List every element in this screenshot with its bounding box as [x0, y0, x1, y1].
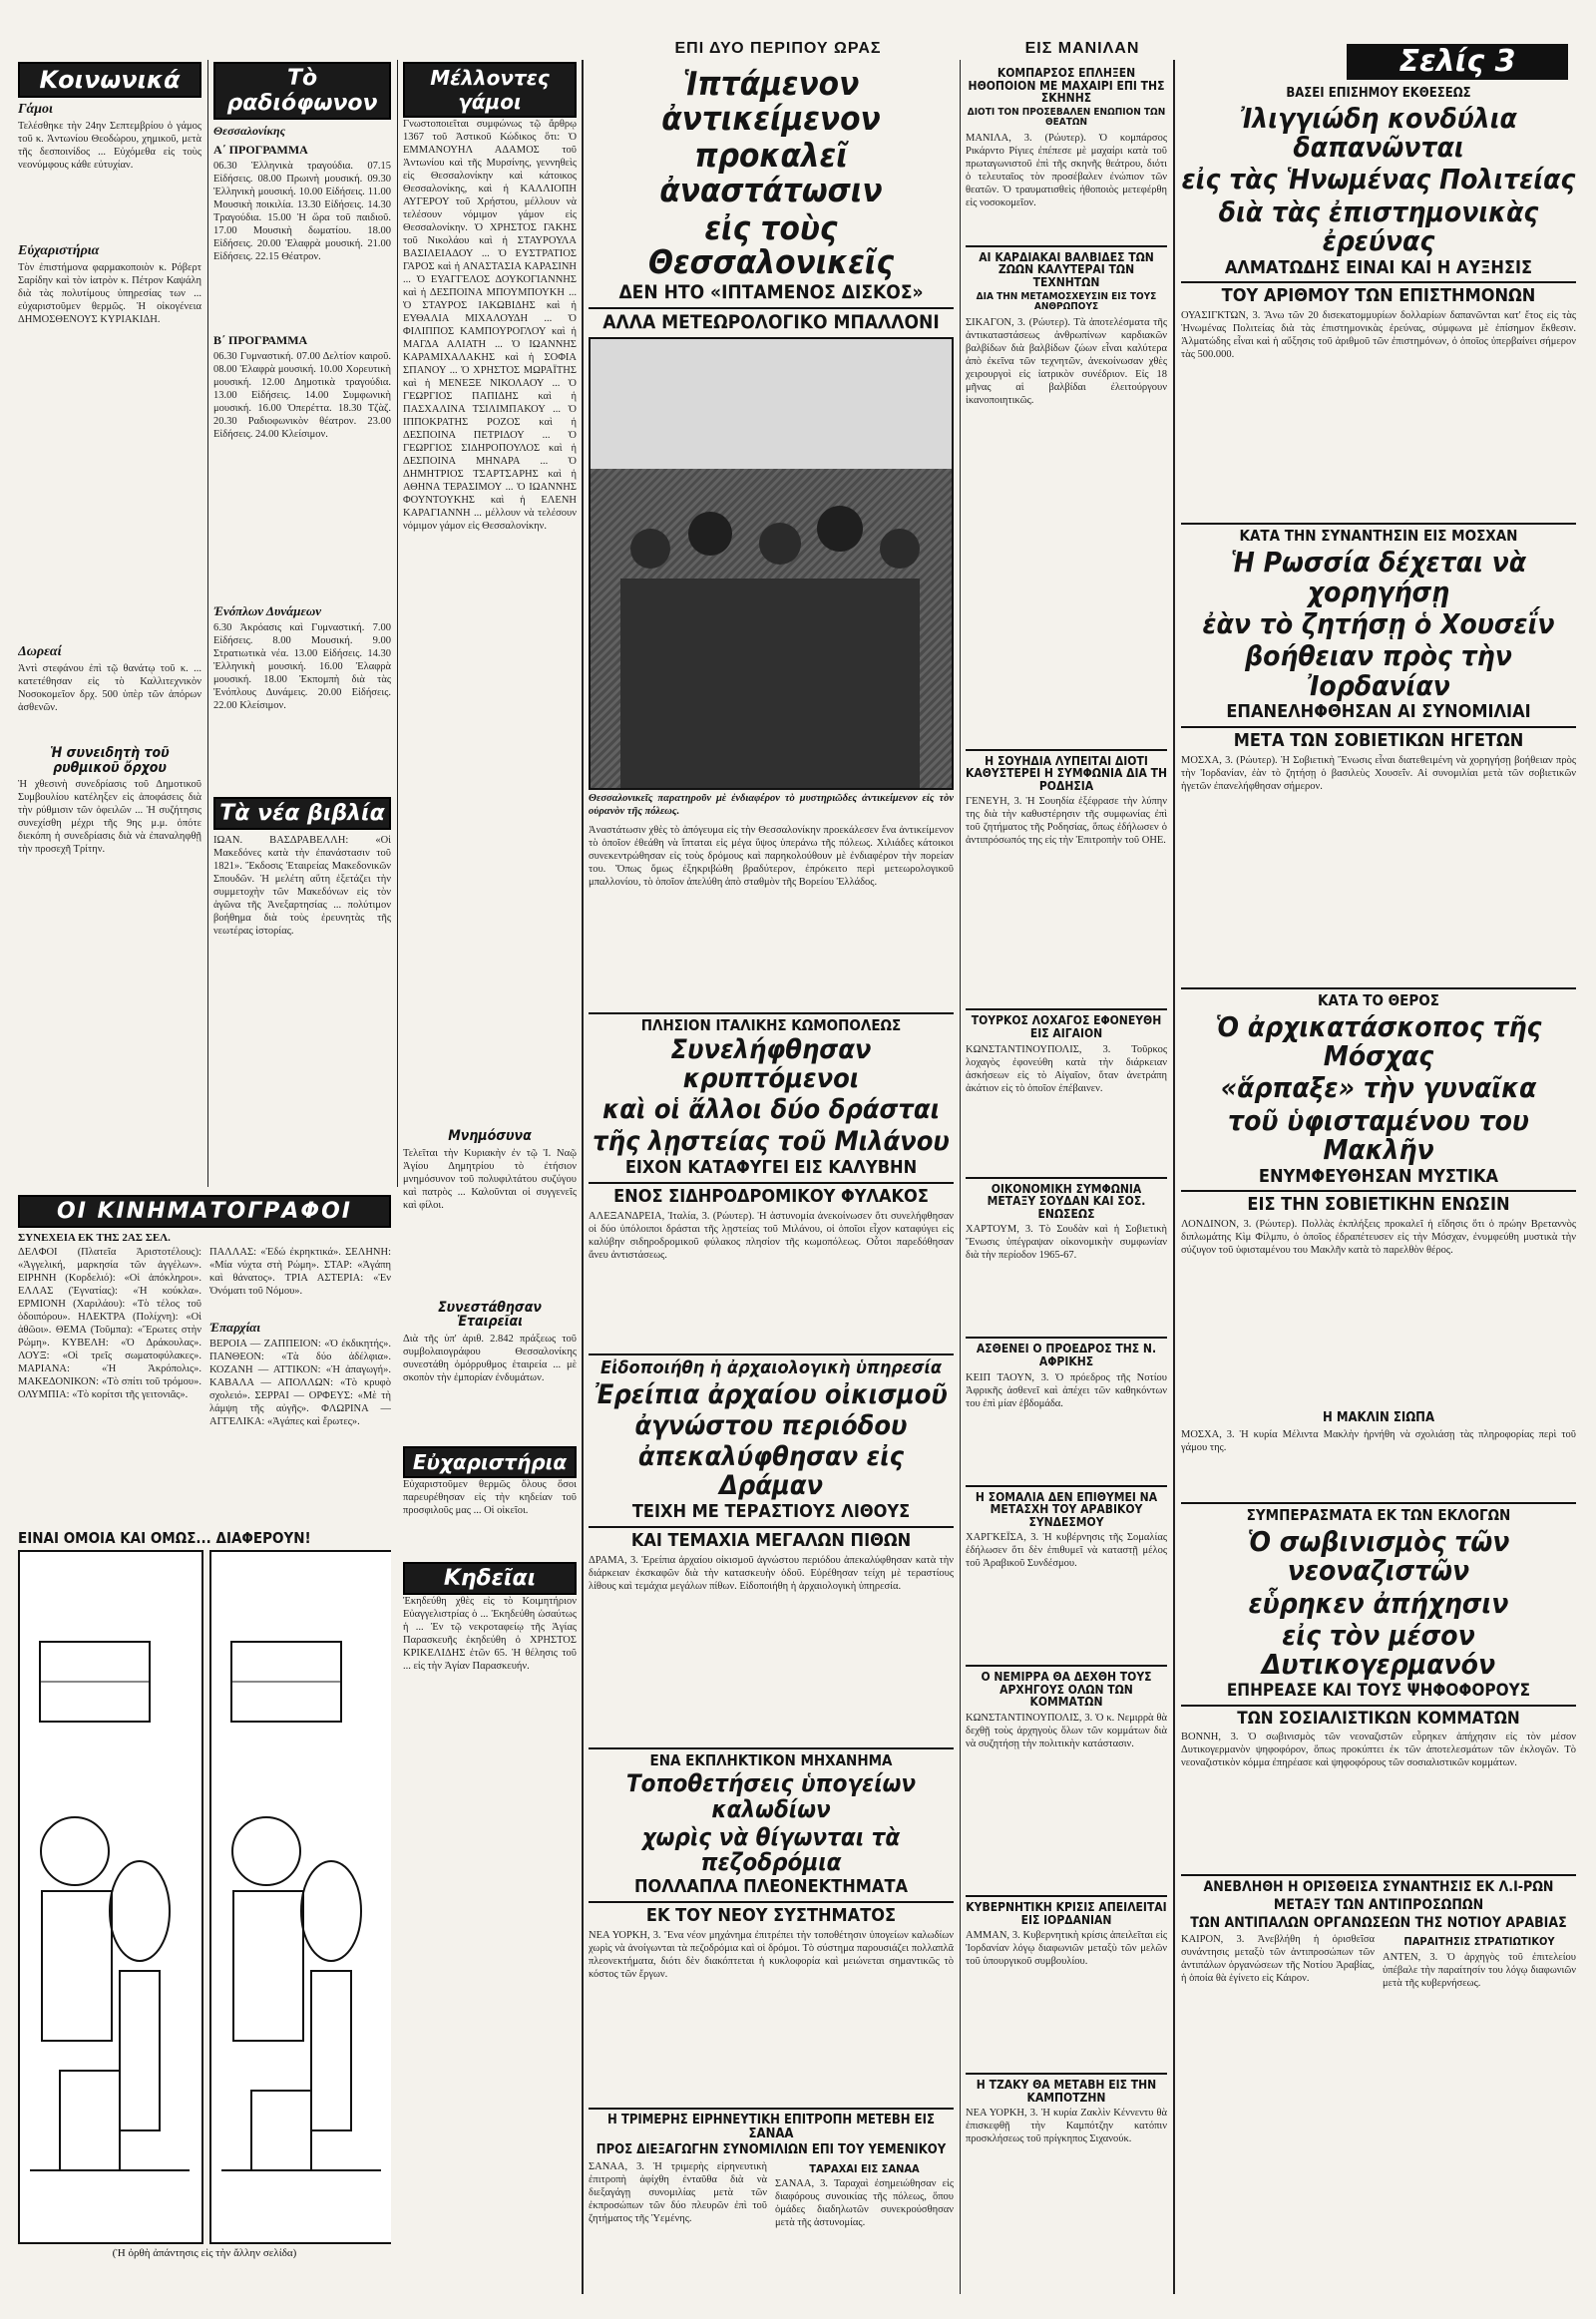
cartoon-panel-right — [209, 1550, 391, 2244]
society-column — [18, 62, 201, 1189]
science-headline-line2: εἰς τὰς Ἡνωμένας Πολιτείας — [1181, 163, 1576, 196]
ufo-article-text: Ἀναστάτωσιν χθὲς τὸ ἀπόγευμα εἰς τὴν Θεσσαλονίκην προεκάλεσεν ἕνα ἀντικείμενον τὸ ὁποῖον ἐθεάθη νὰ ἵπταται εἰς μέγα ὕψος ὑπεράνω τῆς πόλεως. Χιλιάδες κάτοικοι συνεκεντρώθησαν εἰς τοὺς δρόμους καὶ παρηκολούθουν μὲ ἐνδιαφέρον τὴν πορείαν του. Ὅπως ὅμως ἐξηκριβώθη βραδύτερον, ἐπρόκειτο περὶ μετεωρολογικοῦ μπαλλονίου, τὸ ὁποῖον ἀπελύθη ἀπὸ σταθμὸν τῆς Βορείου Ἑλλάδος. — [589, 824, 954, 888]
neonazi-article-text: ΒΟΝΝΗ, 3. Ὁ σωβινισμὸς τῶν νεοναζιστῶν εὗρηκεν ἀπήχησιν εἰς τὸν μέσον Δυτικογερμανὸν ψηφοφόρον, ὅπως προκύπτει ἐκ τῶν ἀποτελεσμάτων τῶν ἐκλογῶν. Τὸ νεοναζιστικὸν κόμμα ἐπηρέασε καὶ ψηφοφόρους τῶν σοσιαλιστικῶν κομμάτων. — [1181, 1732, 1576, 1769]
spy-headline-line1: Ὁ ἀρχικατάσκοπος τῆς Μόσχας — [1215, 1009, 1542, 1072]
column-rule — [1173, 60, 1175, 2294]
neonazi-deck-line1: ΕΠΗΡΕΑΣΕ ΚΑΙ ΤΟΥΣ ΨΗΦΟΦΟΡΟΥΣ — [1226, 1680, 1531, 1701]
crowd-photo — [589, 337, 954, 790]
turkish-captain-headline: ΤΟΥΡΚΟΣ ΛΟΧΑΓΟΣ ΕΦΟΝΕΥΘΗ ΕΙΣ ΑΙΓΑΙΟΝ — [971, 1013, 1162, 1040]
program-b-title: Β΄ ΠΡΟΓΡΑΜΜΑ — [213, 333, 308, 347]
cable-article-text: ΝΕΑ ΥΟΡΚΗ, 3. Ἕνα νέον μηχάνημα ἐπιτρέπει τὴν τοποθέτησιν ὑπογείων καλωδίων χωρὶς νὰ ἀνοίγωνται τὰ πεζοδρόμια καὶ οἱ δρόμοι. Τὸ σύστημα παρουσιάζει πολλαπλᾶ πλεονεκτήματα, διότι δὲν διακόπτεται ἡ κυκλοφορία καὶ μειώνεται σημαντικῶς τὸ κόστος τῶν ἔργων. — [589, 1929, 954, 1980]
cinema-more-listings: ΠΑΛΛΑΣ: «Ἐδώ ἐκρηκτικά». ΣΕΛΗΝΗ: «Μία νύχτα στὴ Ρώμη». ΣΤΑΡ: «Ἀγάπη καὶ θάνατος». ΤΡΙΑ ΑΣΤΕΡΙΑ: «Ἐν Ὀνόματι τοῦ Νόμου». — [209, 1247, 391, 1297]
program-a-title: Α΄ ΠΡΟΓΡΑΜΜΑ — [213, 143, 308, 157]
thanks-title: Εὐχαριστήρια — [18, 243, 100, 258]
column-rule — [397, 60, 398, 1187]
maclean-silent-text: ΜΟΣΧΑ, 3. Ἡ κυρία Μέλιντα Μακλὴν ἠρνήθη νὰ σχολιάσῃ τὰς πληροφορίας περὶ τοῦ γάμου της. — [1181, 1428, 1576, 1453]
drama-headline-line2: ἀγνώστου περιόδου — [634, 1409, 908, 1441]
cartoon-panel-left — [18, 1550, 203, 2244]
drama-deck-line1: ΤΕΙΧΗ ΜΕ ΤΕΡΑΣΤΙΟΥΣ ΛΙΘΟΥΣ — [631, 1500, 911, 1522]
drama-headline-line1: Ἐρείπια ἀρχαίου οἰκισμοῦ — [595, 1378, 948, 1410]
companies-title: Συνεστάθησαν Ἑταιρεῖαι — [438, 1299, 542, 1331]
crowd-photo-drawing — [591, 339, 952, 788]
cartoon-drawing-left — [20, 1552, 201, 2242]
milan-headline-line1: Συνελήφθησαν κρυπτόμενοι — [670, 1034, 872, 1094]
radio-column — [213, 62, 391, 1189]
neonazi-headline-line3: εἰς τὸν μέσον Δυτικογερμανόν — [1261, 1618, 1496, 1682]
jordan-aid-deck-line1: ΕΠΑΝΕΛΗΦΘΗΣΑΝ ΑΙ ΣΥΝΟΜΙΛΙΑΙ — [1226, 701, 1531, 723]
jordan-crisis-headline: ΚΥΒΕΡΝΗΤΙΚΗ ΚΡΙΣΙΣ ΑΠΕΙΛΕΙΤΑΙ ΕΙΣ ΙΟΡΔΑΝΙΑΝ — [966, 1900, 1167, 1927]
armed-forces-text: 6.30 Ἀκρόασις καὶ Γυμναστική. 7.00 Εἰδήσεις. 8.00 Μουσική. 9.00 Στρατιωτικὰ νέα. 13.00 Εἰδήσεις. 14.30 Ἑλληνικὴ μουσική. 16.00 Ἐλαφρὰ μουσική. 18.00 Ἐκπομπὴ διὰ τὰς Ἐνόπλους Δυνάμεις. 20.00 Εἰδήσεις. 22.00 Κλείσιμον. — [213, 622, 391, 711]
heart-valves-text: ΣΙΚΑΓΟΝ, 3. (Ρώυτερ). Τὰ ἀποτελέσματα τῆς ἀντικαταστάσεως ἀνθρωπίνων καρδιακῶν βαλβίδων διὰ βαλβίδων ζώων εἶναι καλύτερα ἀπὸ ἐκεῖνα τῶν τεχνητῶν, ἀνεκοίνωσαν χθὲς χειρουργοὶ εἰς ἰατρικὸν συνέδριον. Εἰς 18 μῆνας αἱ βαλβίδαι ἐλειτούργουν ἱκανοποιητικῶς. — [966, 316, 1167, 406]
science-article-text: ΟΥΑΣΙΓΚΤΩΝ, 3. Ἄνω τῶν 20 δισεκατομμυρίων δολλαρίων δαπανῶνται κατ' ἔτος εἰς τὰς Ἡνωμένας Πολιτείας διὰ τὰς ἐπιστημονικὰς ἐρεύνας, σύμφωνα μὲ ἐπίσημον ἔκθεσιν. Ἀλματώδης εἶναι καὶ ἡ αὔξησις τοῦ ἀριθμοῦ τῶν ἐπιστημόνων, ὁ ὁποῖος ὑπερβαίνει σήμερον τὰς 500.000. — [1181, 310, 1576, 361]
ufo-headline-line3: εἰς τοὺς Θεσσαλονικεῖς — [647, 207, 895, 282]
right-column — [1181, 84, 1576, 2294]
science-deck-line1: ΑΛΜΑΤΩΔΗΣ ΕΙΝΑΙ ΚΑΙ Η ΑΥΞΗΣΙΣ — [1224, 256, 1533, 278]
jordan-aid-headline-line3: βοήθειαν πρὸς τὴν Ἰορδανίαν — [1245, 639, 1512, 702]
safrica-president-text: ΚΕΙΠ ΤΑΟΥΝ, 3. Ὁ πρόεδρος τῆς Νοτίου Ἀφρικῆς ἀσθενεῖ καὶ ἀπέχει τῶν καθηκόντων του ἐπὶ μίαν ἑβδομάδα. — [966, 1371, 1167, 1409]
weddings-title: Γάμοι — [18, 102, 53, 117]
sudan-ussr-text: ΧΑΡΤΟΥΜ, 3. Τὸ Σουδὰν καὶ ἡ Σοβιετικὴ Ἕνωσις ὑπέγραψαν οἰκονομικὴν συμφωνίαν διὰ τὴν περίοδον 1965-67. — [966, 1224, 1167, 1262]
sweden-headline: Η ΣΟΥΗΔΙΑ ΛΥΠΕΙΤΑΙ ΔΙΟΤΙ ΚΑΘΥΣΤΕΡΕΙ Η ΣΥΜΦΩΝΙΑ ΔΙΑ ΤΗ ΡΟΔΗΣΙΑ — [966, 753, 1167, 793]
resignation-text: ΑΝΤΕΝ, 3. Ὁ ἀρχηγὸς τοῦ ἐπιτελείου ὑπέβαλε τὴν παραίτησίν του λόγῳ διαφωνιῶν μετὰ τῆς κυβερνήσεως. — [1383, 1951, 1576, 1989]
cable-deck-line1: ΠΟΛΛΑΠΛΑ ΠΛΕΟΝΕΚΤΗΜΑΤΑ — [633, 1876, 909, 1898]
ufo-deck-line2: ΑΛΛΑ ΜΕΤΕΩΡΟΛΟΓΙΚΟ ΜΠΑΛΛΟΝΙ — [602, 310, 940, 333]
cable-headline-line1: Τοποθετήσεις ὑπογείων καλωδίων — [625, 1769, 917, 1823]
cable-label: ΕΝΑ ΕΚΠΛΗΚΤΙΚΟΝ ΜΗΧΑΝΗΜΑ — [649, 1750, 893, 1769]
sweden-text: ΓΕΝΕΥΗ, 3. Ἡ Σουηδία ἐξέφρασε τὴν λύπην της διὰ τὴν καθυστέρησιν τῆς συμφωνίας ἐπὶ τοῦ ζητήματος τῆς Ροδησίας, ὅπως ἐδήλωσεν ὁ ἀντιπρόσωπός της εἰς τὴν Ἐπιτροπὴν τοῦ ΟΗΕ. — [966, 796, 1167, 847]
announcements-column — [403, 62, 577, 2296]
nemirra-headline: Ο ΝΕΜΙΡΡΑ ΘΑ ΔΕΧΘΗ ΤΟΥΣ ΑΡΧΗΓΟΥΣ ΟΛΩΝ ΤΩΝ ΚΟΜΜΑΤΩΝ — [981, 1670, 1152, 1710]
spy-article-text: ΛΟΝΔΙΝΟΝ, 3. (Ρώυτερ). Πολλὰς ἐκπλήξεις προκαλεῖ ἡ εἴδησις ὅτι ὁ πρώην Βρεταννὸς διπλωμάτης Κὶμ Φίλμπυ, ὁ ὁποῖος ἐδραπέτευσεν εἰς τὴν Μόσχαν, ἐνυμφεύθη μυστικὰ τὴν σύζυγον τοῦ ὑφισταμένου του Μακλῆν κατὰ τὸ παρελθὸν θέρος. — [1181, 1219, 1576, 1257]
milan-label: ΠΛΗΣΙΟΝ ΙΤΑΛΙΚΗΣ ΚΩΜΟΠΟΛΕΩΣ — [640, 1015, 902, 1034]
provinces-text: ΒΕΡΟΙΑ — ΖΑΠΠΕΙΟΝ: «Ὁ ἐκδικητής». ΠΑΝΘΕΟΝ: «Τὰ δύο ἀδέλφια». ΚΟΖΑΝΗ — ΑΤΤΙΚΟΝ: «Ἡ ἀπαγωγή». ΚΑΒΑΛΑ — ΑΠΟΛΛΩΝ: «Τὸ κρυφὸ σχολειό». ΣΕΡΡΑΙ — ΟΡΦΕΥΣ: «Μὲ τὴ λάμψη τῆς αὐγῆς». ΦΛΩΡΙΝΑ — ΑΓΓΕΛΙΚΑ: «Ἀγάπες καὶ ἔρωτες». — [209, 1339, 391, 1427]
neonazi-headline-line2: εὗρηκεν ἀπήχησιν — [1248, 1586, 1509, 1620]
jordan-aid-deck-line2: ΜΕΤΑ ΤΩΝ ΣΟΒΙΕΤΙΚΩΝ ΗΓΕΤΩΝ — [1233, 729, 1524, 751]
upcoming-weddings-text: Γνωστοποιεῖται συμφώνως τῷ ἄρθρῳ 1367 τοῦ Ἀστικοῦ Κώδικος ὅτι: Ὁ ΕΜΜΑΝΟΥΗΛ ΑΔΑΜΟΣ τοῦ Ἀντωνίου καὶ τῆς Μυρσίνης, γεννηθεὶς εἰς Θεσσαλονίκην καὶ κάτοικος Θεσσαλονίκης, καὶ ἡ ΚΑΛΛΙΟΠΗ ΑΥΓΕΡΟΥ τοῦ Χρήστου, μέλλουν νὰ τελέσουν νόμιμον γάμον εἰς Θεσσαλονίκην. Ὁ ΧΡΗΣΤΟΣ ΓΑΚΗΣ τοῦ Νικολάου καὶ ἡ ΣΤΑΥΡΟΥΛΑ ΒΑΣΙΛΕΙΑΔΟΥ ... Ὁ ΕΥΣΤΡΑΤΙΟΣ ΓΑΡΟΣ καὶ ἡ ΑΝΑΣΤΑΣΙΑ ΚΑΡΑΣΙΝΗ ... Ὁ ΕΥΑΓΓΕΛΟΣ ΔΟΥΚΟΓΙΑΝΝΗΣ καὶ ἡ ΔΕΣΠΟΙΝΑ ΜΠΟΥΜΠΟΥΚΗ ... Ὁ ΣΤΑΥΡΟΣ ΙΑΚΩΒΙΔΗΣ καὶ ἡ ΕΥΘΑΛΙΑ ΜΙΧΑΛΟΥΔΗ ... Ὁ ΦΙΛΙΠΠΟΣ ΚΑΜΠΟΥΡΟΓΛΟΥ καὶ ἡ ΜΑΓΔΑ ΑΛΙΑΤΗ ... Ὁ ΙΩΑΝΝΗΣ ΚΑΡΑΜΙΧΑΛΑΚΗΣ καὶ ἡ ΣΟΦΙΑ ΣΠΑΝΟΥ ... Ὁ ΧΡΗΣΤΟΣ ΜΩΡΑΪΤΗΣ καὶ ἡ ΜΕΝΕΞΕ ΝΙΚΟΛΑΟΥ ... Ὁ ΓΕΩΡΓΙΟΣ ΠΑΠΙΔΗΣ καὶ ἡ ΠΑΣΧΑΛΙΝΑ ΤΣΙΛΙΜΠΑΚΟΥ ... Ὁ ΙΠΠΟΚΡΑΤΗΣ ΡΟΖΟΣ καὶ ἡ ΔΕΣΠΟΙΝΑ ΠΕΤΡΙΔΟΥ ... Ὁ ΓΕΩΡΓΙΟΣ ΣΙΔΗΡΟΠΟΥΛΟΣ καὶ ἡ ΔΕΣΠΟΙΝΑ ΜΗΝΑΡΑ ... Ὁ ΔΗΜΗΤΡΙΟΣ ΤΣΑΡΤΣΑΡΗΣ καὶ ἡ ΑΘΗΝΑ ΤΕΡΑΣΙΜΟΥ ... Ὁ ΙΩΑΝΝΗΣ ΦΟΥΝΤΟΥΚΗΣ καὶ ἡ ΕΛΕΝΗ ΚΑΡΑΓΙΑΝΝΗ ... μέλλουν νὰ τελέσουν νόμιμον γάμον εἰς Θεσσαλονίκην. — [403, 119, 577, 532]
milan-headline-line3: τῆς λῃστείας τοῦ Μιλάνου — [593, 1125, 950, 1157]
arabia-headline-line1: ΑΝΕΒΛΗΘΗ Η ΟΡΙΣΘΕΙΣΑ ΣΥΝΑΝΤΗΣΙΣ ΕΚ Λ.Ι-ΡΩΝ — [1203, 1879, 1554, 1896]
cinema-continuation: ΣΥΝΕΧΕΙΑ ΕΚ ΤΗΣ 2ΑΣ ΣΕΛ. — [18, 1232, 171, 1244]
program-b-text: 06.30 Γυμναστική. 07.00 Δελτίον καιροῦ. 08.00 Ἑλαφρὰ μουσική. 10.00 Χορευτικὴ μουσική. 12.00 Δημοτικὰ τραγούδια. 13.00 Εἰδήσεις. 14.00 Συμφωνικὴ μουσική. 16.00 Ὀπερέττα. 18.30 Τζὰζ. 20.30 Ραδιοφωνικὸν θέατρον. 23.00 Εἰδήσεις. 24.00 Κλείσιμον. — [213, 351, 391, 440]
yemen-headline-line1: Η ΤΡΙΜΕΡΗΣ ΕΙΡΗΝΕΥΤΙΚΗ ΕΠΙΤΡΟΠΗ ΜΕΤΕΒΗ ΕΙΣ ΣΑΝΑΑ — [607, 2112, 935, 2141]
summer-label: ΚΑΤΑ ΤΟ ΘΕΡΟΣ — [1318, 990, 1439, 1009]
jordan-aid-headline-line1: Ἡ Ρωσσία δέχεται νὰ χορηγήσῃ — [1230, 546, 1527, 608]
page-number-logo: Σελίς 3 — [1347, 44, 1568, 80]
crowd-photo-caption: Θεσσαλονικεῖς παρατηροῦν μὲ ἐνδιαφέρον τὸ μυστηριῶδες ἀντικείμενον εἰς τὸν οὐρανὸν τῆς πόλεως. — [589, 792, 954, 817]
drama-headline-line3: ἀπεκαλύφθησαν εἰς Δράμαν — [637, 1441, 905, 1501]
thanks-header: Εὐχαριστήρια — [403, 1446, 577, 1478]
cartoon-title: ΕΙΝΑΙ ΟΜΟΙΑ ΚΑΙ ΟΜΩΣ... ΔΙΑΦΕΡΟΥΝ! — [18, 1529, 311, 1547]
cinema-city-listings: ΔΕΛΦΟΙ (Πλατεῖα Ἀριστοτέλους): «Ἀγγελική, μαρκησία τῶν ἀγγέλων». ΕΙΡΗΝΗ (Κορδελιό): «Οἱ ἀπόκληροι». ΕΛΛΑΣ (Ἐγνατίας): «Ἡ κούκλα». ΕΡΜΙΟΝΗ (Χαριλάου): «Τὸ τέλος τοῦ ὁδοιπόρου». ΗΛΕΚΤΡΑ (Πολίχνη): «Οἱ ἀθῶοι». ΘΕΜΑ (Τοῦμπα): «Ἔρωτες στὴν Ρώμη». ΚΥΒΕΛΗ: «Ὁ Δράκουλας». ΛΟΥΞ: «Οἱ τρεῖς σωματοφύλακες». ΜΑΡΙΑΝΑ: «Ἡ Ἀκρόπολις». ΜΑΚΕΔΟΝΙΚΟΝ: «Τὸ σπίτι τοῦ τρόμου». ΟΛΥΜΠΙΑ: «Τὸ κορίτσι τῆς γειτονιᾶς». — [18, 1247, 201, 1400]
books-text: ΙΩΑΝ. ΒΑΣΔΡΑΒΕΛΛΗ: «Οἱ Μακεδόνες κατὰ τὴν ἐπανάστασιν τοῦ 1821». Ἔκδοσις Ἑταιρείας Μακεδονικῶν Σπουδῶν. Ἡ μελέτη αὕτη ἐξετάζει τὴν συμμετοχὴν τῶν Μακεδόνων εἰς τὸν ἀγῶνα τῆς Ἀνεξαρτησίας ... πολύτιμον βοήθημα διὰ τοὺς ἐρευνητὰς τῆς νεωτέρας ἱστορίας. — [213, 835, 391, 937]
provinces-title: Ἐπαρχίαι — [209, 1320, 260, 1335]
turkish-captain-text: ΚΩΝΣΤΑΝΤΙΝΟΥΠΟΛΙΣ, 3. Τοῦρκος λοχαγὸς ἐφονεύθη κατὰ τὴν διάρκειαν ἀσκήσεων εἰς τὸ Αἰγαῖον, ὅταν ἀνετράπη ἀκάτιον εἰς τὸ ὁποῖον ἐπέβαινεν. — [966, 1043, 1167, 1094]
spy-headline-line3: τοῦ ὑφισταμένου του Μακλῆν — [1228, 1103, 1529, 1167]
jordan-aid-headline-line2: ἐὰν τὸ ζητήσῃ ὁ Χουσεΐν — [1202, 606, 1555, 640]
yemen-headline-line2: ΠΡΟΣ ΔΙΕΞΑΓΩΓΗΝ ΣΥΝΟΜΙΛΙΩΝ ΕΠΙ ΤΟΥ ΥΕΜΕΝΙΚΟΥ — [596, 2142, 947, 2158]
elections-label: ΣΥΜΠΕΡΑΣΜΑΤΑ ΕΚ ΤΩΝ ΕΚΛΟΓΩΝ — [1246, 1505, 1511, 1524]
briefs-column — [966, 64, 1167, 2294]
funerals-text: Ἐκηδεύθη χθὲς εἰς τὸ Κοιμητήριον Εὐαγγελιστρίας ὁ ... Ἐκηδεύθη ὡσαύτως ἡ ... Ἐν τῷ νεκροταφείῳ τῆς Ἁγίας Παρασκευῆς ἐκηδεύθη ὁ ΧΡΗΣΤΟΣ ΚΡΙΚΕΛΙΔΗΣ ἐτῶν 65. Ἡ θέλησις τοῦ ... εἰς τὴν Ἁγίαν Παρασκευήν. — [403, 1596, 577, 1673]
program-a-text: 06.30 Ἑλληνικὰ τραγούδια. 07.15 Εἰδήσεις. 08.00 Πρωινὴ μουσική. 09.30 Ἑλληνικὴ μουσική. 10.00 Εἰδήσεις. 11.00 Μουσικὴ ποικιλία. 13.30 Εἰδήσεις. 14.30 Τραγούδια. 15.00 Ἡ ὥρα τοῦ παιδιοῦ. 17.00 Μουσικὴ δωματίου. 18.00 Εἰδήσεις. 20.00 Ἑλαφρὰ μουσική. 21.00 Εἰδήσεις. 22.15 Θέατρον. — [213, 161, 391, 262]
science-deck-line2: ΤΟΥ ΑΡΙΘΜΟΥ ΤΩΝ ΕΠΙΣΤΗΜΟΝΩΝ — [1221, 285, 1536, 307]
neonazi-deck-line2: ΤΩΝ ΣΟΣΙΑΛΙΣΤΙΚΩΝ ΚΟΜΜΑΤΩΝ — [1237, 1708, 1520, 1729]
nemirra-text: ΚΩΝΣΤΑΝΤΙΝΟΥΠΟΛΙΣ, 3. Ὁ κ. Νεμιρρὰ θὰ δεχθῇ τοὺς ἀρχηγοὺς ὅλων τῶν κομμάτων διὰ νὰ συζητήσῃ τὴν πολιτικὴν κατάστασιν. — [966, 1713, 1167, 1750]
funerals-header: Κηδεῖαι — [403, 1562, 577, 1595]
cartoon-block — [18, 1528, 391, 2286]
resignation-title: ΠΑΡΑΙΤΗΣΙΣ ΣΤΡΑΤΙΩΤΙΚΟΥ — [1403, 1935, 1555, 1949]
spy-deck-line2: ΕΙΣ ΤΗΝ ΣΟΒΙΕΤΙΚΗΝ ΕΝΩΣΙΝ — [1247, 1194, 1510, 1216]
ufo-headline-line2: προκαλεῖ ἀναστάτωσιν — [659, 136, 883, 209]
jordan-aid-article-text: ΜΟΣΧΑ, 3. (Ρώυτερ). Ἡ Σοβιετικὴ Ἕνωσις εἶναι διατεθειμένη νὰ χορηγήσῃ βοήθειαν πρὸς τὴν Ἰορδανίαν, ἐὰν τὸ ζητήσῃ ὁ βασιλεὺς Χουσεΐν. Αἱ συνομιλίαι μετὰ τῶν σοβιετικῶν ἡγετῶν ἐπανελήφθησαν σήμερον. — [1181, 754, 1576, 792]
sanaa-riots-text: ΣΑΝΑΑ, 3. Ταραχαὶ ἐσημειώθησαν εἰς διαφόρους συνοικίας τῆς πόλεως, ὅπου ὁμάδες διαδηλωτῶν συνεκρούσθησαν μετὰ τῆς ἀστυνομίας. — [775, 2178, 954, 2229]
jackie-text: ΝΕΑ ΥΟΡΚΗ, 3. Ἡ κυρία Ζακλὶν Κέννεντυ θὰ ἐπισκεφθῇ τὴν Καμπότζην κατόπιν προσκλήσεως τοῦ πρίγκηπος Σιχανούκ. — [966, 2108, 1167, 2145]
extra-stabbing-headline: ΚΟΜΠΑΡΣΟΣ ΕΠΛΗΞΕΝ ΗΘΟΠΟΙΟΝ ΜΕ ΜΑΧΑΙΡΙ ΕΠΙ ΤΗΣ ΣΚΗΝΗΣ — [968, 66, 1165, 106]
sudan-ussr-headline: ΟΙΚΟΝΟΜΙΚΗ ΣΥΜΦΩΝΙΑ ΜΕΤΑΞΥ ΣΟΥΔΑΝ ΚΑΙ ΣΟΣ. ΕΝΩΣΕΩΣ — [987, 1181, 1146, 1221]
center-column — [589, 64, 954, 2294]
cartoon-drawing-right — [211, 1552, 391, 2242]
science-headline-line1: Ἰλιγγιώδη κονδύλια δαπανῶνται — [1240, 101, 1517, 165]
cable-headline-line2: χωρὶς νὰ θίγωνται τὰ πεζοδρόμια — [641, 1822, 901, 1876]
memorials-title: Μνημόσυνα — [448, 1128, 532, 1144]
weddings-text: Τελέσθηκε τὴν 24ην Σεπτεμβρίου ὁ γάμος τοῦ κ. Ἀντωνίου Θεοδώρου, χημικοῦ, μετὰ τῆς δεσποινίδος ... Εὐχόμεθα εἰς τοὺς νεονύμφους κάθε εὐτυχίαν. — [18, 121, 201, 171]
article-text: Ἡ χθεσινὴ συνεδρίασις τοῦ Δημοτικοῦ Συμβουλίου κατέληξεν εἰς ἀποφάσεις διὰ τὴν ρύθμισιν τῶν ὀφειλῶν ... Ἡ συζήτησις συνεχίσθη μέχρι τῆς 9ης μ.μ. ὁπότε διεκόπη ἡ συνεδρίασις διὰ νὰ ἐπαναληφθῇ τὴν προσεχῆ Τρίτην. — [18, 779, 201, 856]
ufo-deck-line1: ΔΕΝ ΗΤΟ «ΙΠΤΑΜΕΝΟΣ ΔΙΣΚΟΣ» — [618, 280, 924, 303]
arabia-headline-line2: ΜΕΤΑΞΥ ΤΩΝ ΑΝΤΙΠΡΟΣΩΠΩΝ — [1273, 1897, 1484, 1914]
official-report-label: ΒΑΣΕΙ ΕΠΙΣΗΜΟΥ ΕΚΘΕΣΕΩΣ — [1286, 86, 1471, 101]
milan-deck-line1: ΕΙΧΟΝ ΚΑΤΑΦΥΓΕΙ ΕΙΣ ΚΑΛΥΒΗΝ — [624, 1156, 918, 1178]
upcoming-weddings-header: Μέλλοντες γάμοι — [403, 62, 577, 118]
milan-headline-line2: καὶ οἱ ἄλλοι δύο δράσται — [601, 1094, 941, 1126]
sanaa-riots-title: ΤΑΡΑΧΑΙ ΕΙΣ ΣΑΝΑΑ — [809, 2161, 920, 2175]
somalia-text: ΧΑΡΓΚΕΪΣΑ, 3. Ἡ κυβέρνησις τῆς Σομαλίας ἐδήλωσεν ὅτι δὲν ἐπιθυμεῖ νὰ καταστῇ μέλος τοῦ Ἀραβικοῦ Συνδέσμου. — [966, 1532, 1167, 1570]
donations-title: Δωρεαί — [18, 644, 62, 659]
jackie-headline: Η ΤΖΑΚΥ ΘΑ ΜΕΤΑΒΗ ΕΙΣ ΤΗΝ ΚΑΜΠΟΤΖΗΝ — [976, 2078, 1157, 2105]
thanks-notices-text: Εὐχαριστοῦμεν θερμῶς ὅλους ὅσοι παρευρέθησαν εἰς τὴν κηδείαν τοῦ προσφιλοῦς μας ... Οἱ οἰκεῖοι. — [403, 1479, 577, 1517]
books-header: Τὰ νέα βιβλία — [213, 797, 391, 830]
extra-stabbing-text: ΜΑΝΙΛΑ, 3. (Ρώυτερ). Ὁ κομπάρσος Ρικάρντο Ρίγιες ἐπέπεσε μὲ μαχαίρι κατὰ τοῦ πρωταγωνιστοῦ ἐπὶ τῆς σκηνῆς θεάτρου, διότι ὁ τελευταῖος τὸν προσέβαλεν ἐνώπιον τῶν θεατῶν. Ὁ τραυματισθεὶς ἠθοποιὸς μετεφέρθη εἰς νοσοκομεῖον. — [966, 132, 1167, 208]
right-top-tag: ΕΙΣ ΜΑΝΙΛΑΝ — [1024, 40, 1140, 57]
society-header: Κοινωνικά — [18, 62, 201, 98]
science-headline-line3: διὰ τὰς ἐπιστημονικὰς ἐρεύνας — [1218, 194, 1539, 258]
drama-article-text: ΔΡΑΜΑ, 3. Ἐρείπια ἀρχαίου οἰκισμοῦ ἀγνώστου περιόδου ἀπεκαλύφθησαν κατὰ τὴν διάρκειαν ἐκσκαφῶν διὰ τὴν κατασκευὴν ὁδοῦ. Εὑρέθησαν τείχη μὲ τεραστίους λίθους καὶ τεμάχια μεγάλων πίθων. Εἰδοποιήθη ἡ ἀρχαιολογικὴ ὑπηρεσία. — [589, 1554, 954, 1592]
memorials-text: Τελεῖται τὴν Κυριακὴν ἐν τῷ Ἱ. Ναῷ Ἁγίου Δημητρίου τὸ ἐτήσιον μνημόσυνον τοῦ πολυφιλτάτου συζύγου καὶ πατρὸς ... Καλοῦνται οἱ συγγενεῖς καὶ φίλοι. — [403, 1147, 577, 1211]
heart-valves-subhead: ΔΙΑ ΤΗΝ ΜΕΤΑΜΟΣΧΕΥΣΙΝ ΕΙΣ ΤΟΥΣ ΑΝΘΡΩΠΟΥΣ — [976, 290, 1157, 313]
cartoon-caption: (Ἡ ὀρθὴ ἀπάντησις εἰς τὴν ἄλλην σελίδα) — [112, 2246, 297, 2259]
yemen-article-text: ΣΑΝΑΑ, 3. Ἡ τριμερὴς εἰρηνευτικὴ ἐπιτροπὴ ἀφίχθη ἐνταῦθα διὰ νὰ διεξαγάγῃ συνομιλίας μετὰ τῶν ἐκπροσώπων τῶν δύο πλευρῶν ἐπὶ τοῦ ζητήματος τῆς Ὑεμένης. — [589, 2160, 767, 2224]
center-top-tag: ΕΠΙ ΔΥΟ ΠΕΡΙΠΟΥ ΩΡΑΣ — [674, 40, 882, 57]
arabia-article-text: ΚΑΙΡΟΝ, 3. Ἀνεβλήθη ἡ ὁρισθεῖσα συνάντησις μεταξὺ τῶν ἀντιπροσώπων τῶν ἀντιπάλων ὀργανώσεων τῆς Νοτίου Ἀραβίας, ἡ ὁποία θὰ ἐγίνετο εἰς Κάιρον. — [1181, 1934, 1375, 1985]
arabia-headline-line3: ΤΩΝ ΑΝΤΙΠΑΛΩΝ ΟΡΓΑΝΩΣΕΩΝ ΤΗΣ ΝΟΤΙΟΥ ΑΡΑΒΙΑΣ — [1190, 1914, 1567, 1931]
companies-text: Διὰ τῆς ὑπ' ἀριθ. 2.842 πράξεως τοῦ συμβολαιογράφου Θεσσαλονίκης συνεστάθη ὁμόρρυθμος ἑταιρεία ... μὲ σκοπὸν τὴν ἐμπορίαν ἐνδυμάτων. — [403, 1334, 577, 1384]
milan-deck-line2: ΕΝΟΣ ΣΙΔΗΡΟΔΡΟΜΙΚΟΥ ΦΥΛΑΚΟΣ — [613, 1185, 929, 1207]
heart-valves-headline: ΑΙ ΚΑΡΔΙΑΚΑΙ ΒΑΛΒΙΔΕΣ ΤΩΝ ΖΩΩΝ ΚΑΛΥΤΕΡΑΙ ΤΩΝ ΤΕΧΝΗΤΩΝ — [979, 249, 1154, 289]
column-rule — [582, 60, 584, 2294]
column-rule — [207, 60, 208, 1187]
drama-label: Εἰδοποιήθη ἡ ἀρχαιολογικὴ ὑπηρεσία — [600, 1356, 942, 1378]
cable-deck-line2: ΕΚ ΤΟΥ ΝΕΟΥ ΣΥΣΤΗΜΑΤΟΣ — [645, 1905, 897, 1927]
cinema-block — [18, 1195, 391, 1524]
neonazi-headline-line1: Ὁ σωβινισμὸς τῶν νεοναζιστῶν — [1247, 1524, 1510, 1588]
donations-text: Ἀντὶ στεφάνου ἐπὶ τῷ θανάτῳ τοῦ κ. ... κατετέθησαν εἰς τὸ Καλλιτεχνικὸν Νοσοκομεῖον δρχ. 500 ὑπὲρ τῶν ἀπόρων ἀσθενῶν. — [18, 663, 201, 713]
extra-stabbing-subhead: ΔΙΟΤΙ ΤΟΝ ΠΡΟΣΕΒΑΛΕΝ ΕΝΩΠΙΟΝ ΤΩΝ ΘΕΑΤΩΝ — [967, 106, 1166, 129]
spy-deck-line1: ΕΝΥΜΦΕΥΘΗΣΑΝ ΜΥΣΤΙΚΑ — [1258, 1165, 1499, 1187]
column-rule — [960, 60, 961, 2294]
somalia-headline: Η ΣΟΜΑΛΙΑ ΔΕΝ ΕΠΙΘΥΜΕΙ ΝΑ ΜΕΤΑΣΧΗ ΤΟΥ ΑΡΑΒΙΚΟΥ ΣΥΝΔΕΣΜΟΥ — [975, 1489, 1158, 1529]
cinema-header: ΟΙ ΚΙΝΗΜΑΤΟΓΡΑΦΟΙ — [18, 1195, 391, 1228]
moscow-label: ΚΑΤΑ ΤΗΝ ΣΥΝΑΝΤΗΣΙΝ ΕΙΣ ΜΟΣΧΑΝ — [1239, 527, 1518, 546]
ufo-headline-line1: Ἱπτάμενον ἀντικείμενον — [661, 64, 881, 138]
milan-article-text: ΑΛΕΞΑΝΔΡΕΙΑ, Ἰταλία, 3. (Ρώυτερ). Ἡ ἀστυνομία ἀνεκοίνωσεν ὅτι συνελήφθησαν οἱ δύο ὑπόλοιποι δράσται τῆς λῃστείας τοῦ Μιλάνου, οἱ ὁποῖοι εἶχον καταφύγει εἰς καλύβην σιδηροδρομικοῦ φύλακος πλησίον τῆς κωμοπόλεως. Οὗτοι παρεδόθησαν ἄνευ ἀντιστάσεως. — [589, 1210, 954, 1261]
article-title: Ἡ συνειδητὴ τοῦ ρυθμικοῦ ὄρχου — [50, 745, 170, 776]
thanks-text: Τὸν ἐπιστήμονα φαρμακοποιὸν κ. Ρόβερτ Σαρίδην καὶ τὸν ἰατρὸν κ. Πέτρον Καψάλη διὰ τὰς πολυτίμους ὑπηρεσίας των ... εὐχαριστοῦμεν θερμῶς. Ἡ οἰκογένεια ΔΗΜΟΣΘΕΝΟΥΣ ΚΥΡΙΑΚΙΔΗ. — [18, 262, 201, 325]
radio-header: Τὸ ραδιόφωνον — [213, 62, 391, 120]
jordan-crisis-text: ΑΜΜΑΝ, 3. Κυβερνητικὴ κρίσις ἀπειλεῖται εἰς Ἰορδανίαν λόγῳ διαφωνιῶν μεταξὺ τῶν μελῶν τοῦ ὑπουργικοῦ συμβουλίου. — [966, 1930, 1167, 1968]
armed-forces-title: Ἐνόπλων Δυνάμεων — [213, 603, 322, 618]
spy-headline-line2: «ἅρπαξε» τὴν γυναῖκα — [1220, 1071, 1537, 1105]
drama-deck-line2: ΚΑΙ ΤΕΜΑΧΙΑ ΜΕΓΑΛΩΝ ΠΙΘΩΝ — [630, 1529, 912, 1551]
maclean-silent-title: Η ΜΑΚΛΙΝ ΣΙΩΠΑ — [1323, 1410, 1434, 1426]
safrica-president-headline: ΑΣΘΕΝΕΙ Ο ΠΡΟΕΔΡΟΣ ΤΗΣ Ν. ΑΦΡΙΚΗΣ — [976, 1342, 1157, 1368]
radio-station: Θεσσαλονίκης — [213, 124, 285, 138]
